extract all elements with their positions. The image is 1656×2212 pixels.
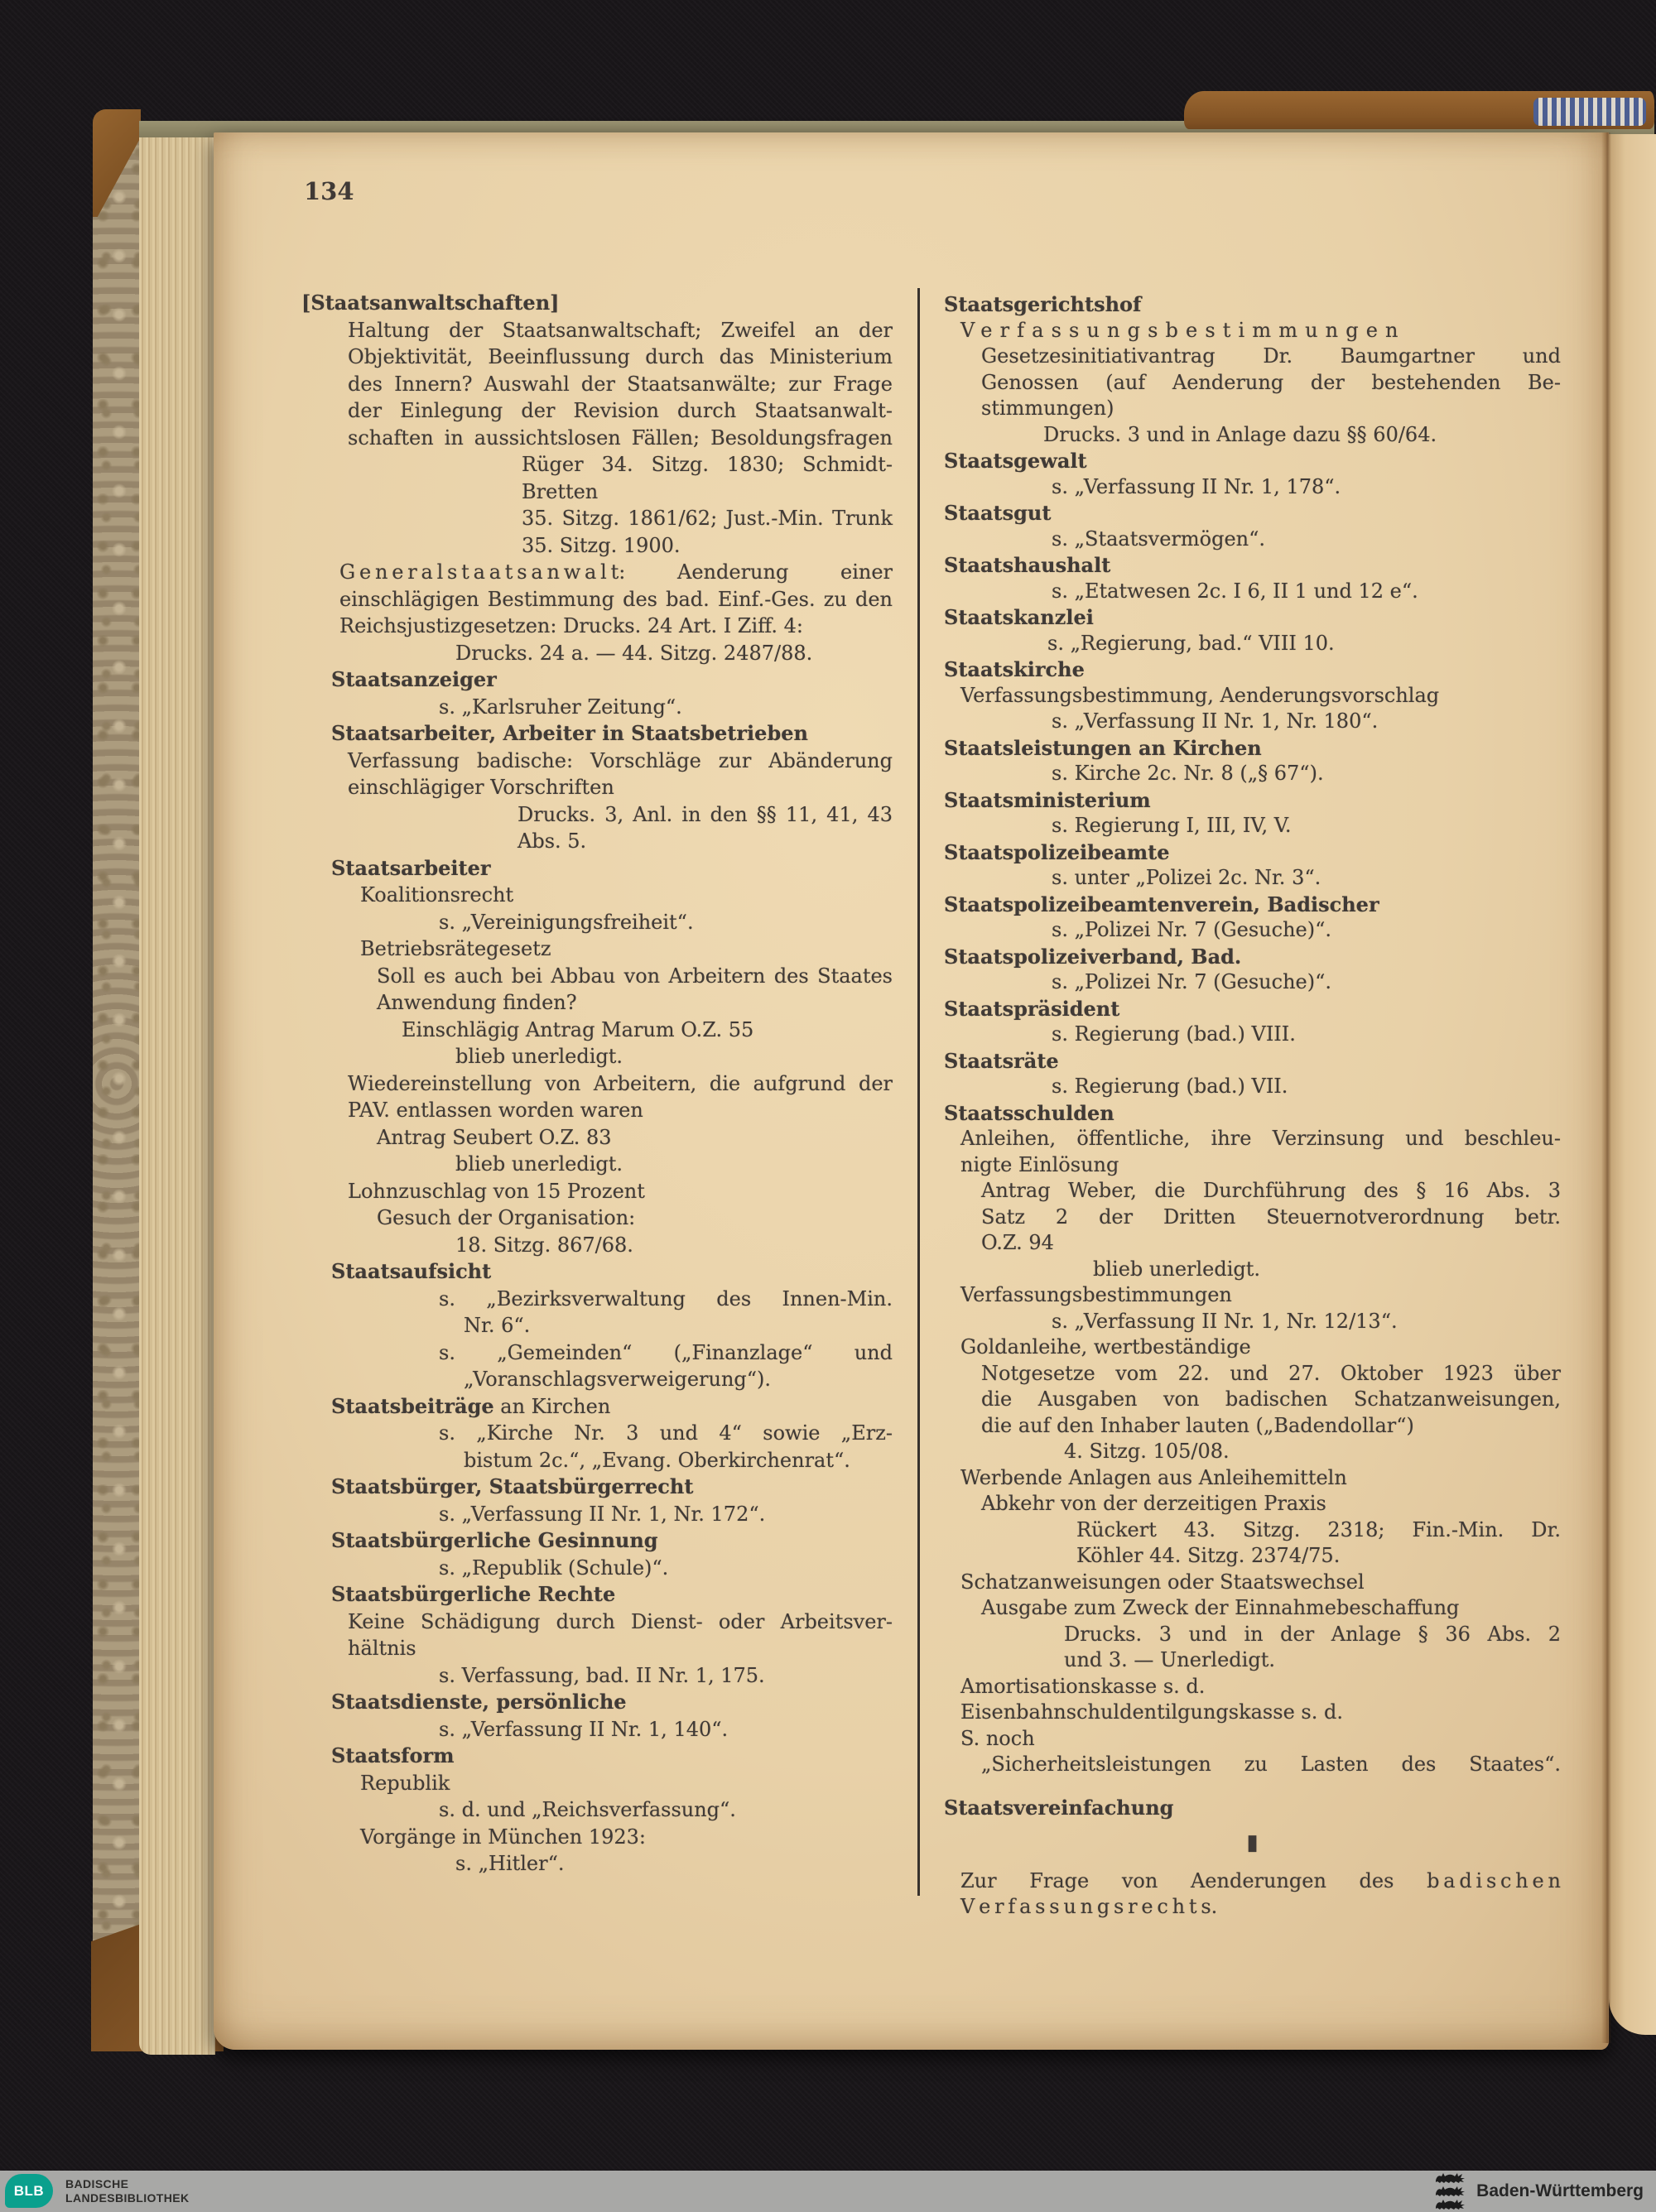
index-line: Staatshaushalt (944, 553, 1111, 577)
index-line: Verfassung badische: Vorschläge zur Abänderung (348, 748, 893, 772)
viewer-footer-bar (0, 2171, 1656, 2212)
index-line: s. „Polizei Nr. 7 (Gesuche)“. (1052, 918, 1332, 941)
index-line: und 3. — Unerledigt. (1064, 1648, 1275, 1671)
index-line: Staatsgerichtshof (944, 292, 1142, 316)
index-line: Schatzanweisungen oder Staatswechsel (960, 1570, 1365, 1594)
page-number: 134 (304, 177, 354, 205)
index-line: Eisenbahnschuldentilgungskasse s. d. (960, 1700, 1343, 1724)
index-line: O.Z. 94 (981, 1231, 1054, 1254)
blb-logo-text: BLB (13, 2182, 45, 2199)
index-line: s. „Gemeinden“ („Finanzlage“ und (439, 1340, 893, 1364)
gutter-fold-shadow (1601, 132, 1611, 2043)
index-line: 35. Sitzg. 1861/62; Just.-Min. Trunk (522, 507, 893, 530)
index-line: Staatspolizeibeamte (944, 839, 1170, 864)
index-line: s. „Verfassung II Nr. 1, Nr. 12/13“. (1052, 1309, 1398, 1333)
index-line: s. Regierung (bad.) VII. (1052, 1075, 1288, 1098)
index-line: Staatsarbeiter (331, 855, 491, 880)
library-branding (5, 2174, 190, 2208)
index-line: Staatsschulden (944, 1100, 1114, 1125)
index-line: der Einlegung der Revision durch Staatsanwalt- (348, 399, 893, 422)
column-divider-rule (917, 288, 920, 1896)
index-line: Verfassungsbestimmungen (960, 1283, 1232, 1306)
index-line: s. „Regierung, bad.“ VIII 10. (1047, 631, 1335, 655)
index-line: Rückert 43. Sitzg. 2318; Fin.-Min. Dr. (1076, 1517, 1561, 1541)
index-line: schaften in aussichtslosen Fällen; Besoldungsfragen (348, 426, 893, 450)
index-line: Wiedereinstellung von Arbeitern, die aufgrund der (348, 1071, 893, 1095)
index-line: Genossen (auf Aenderung der bestehenden Be- (981, 370, 1561, 394)
index-line: Staatsgewalt (944, 449, 1087, 473)
library-name-line1: BADISCHE (65, 2176, 129, 2190)
index-line: die auf den Inhaber lauten („Badendollar“) (981, 1413, 1414, 1437)
index-line: stimmungen) (981, 397, 1114, 420)
index-line: einschlägigen Bestimmung des bad. Einf.-Ges. zu den (339, 587, 893, 611)
index-line: Staatskanzlei (944, 605, 1094, 629)
index-line: Reichsjustizgesetzen: Drucks. 24 Art. I Ziff. 4: (339, 614, 803, 637)
index-line: s. unter „Polizei 2c. Nr. 3“. (1052, 866, 1321, 889)
index-line: Staatspolizeibeamtenverein, Badischer (944, 892, 1379, 916)
index-line: s. „Vereinigungsfreiheit“. (439, 910, 694, 934)
index-line: Soll es auch bei Abbau von Arbeitern des Staates (377, 964, 893, 988)
index-line: Abkehr von der derzeitigen Praxis (981, 1492, 1326, 1515)
index-line: s. Regierung I, III, IV, V. (1052, 814, 1292, 837)
index-line: s. Regierung (bad.) VIII. (1052, 1022, 1296, 1046)
index-line: s. „Karlsruher Zeitung“. (439, 695, 682, 719)
index-line: Vorgänge in München 1923: (360, 1825, 646, 1849)
index-line: einschlägiger Vorschriften (348, 776, 614, 799)
index-line: V e r f a s s u n g s r e c h t s. (960, 1895, 1218, 1918)
index-line: Drucks. 24 a. — 44. Sitzg. 2487/88. (455, 641, 813, 665)
index-line: Staatsbürgerliche Rechte (331, 1582, 616, 1606)
index-column-right (944, 291, 1561, 1921)
library-name-line2: LANDESBIBLIOTHEK (65, 2190, 190, 2205)
state-branding (1433, 2172, 1644, 2210)
index-line: „Voranschlagsverweigerung“). (464, 1368, 772, 1391)
index-line: s. „Republik (Schule)“. (439, 1556, 669, 1580)
index-line: s. „Verfassung II Nr. 1, Nr. 180“. (1052, 709, 1379, 733)
library-name (65, 2177, 190, 2205)
index-line: s. „Staatsvermögen“. (1052, 527, 1266, 551)
index-line: Rüger 34. Sitzg. 1830; Schmidt-Bretten (522, 453, 893, 503)
index-line: Staatsarbeiter, Arbeiter in Staatsbetrieben (331, 721, 808, 745)
index-line: Staatskirche (944, 657, 1085, 681)
index-line: des Innern? Auswahl der Staatsanwälte; zur Frage (348, 372, 893, 396)
index-line: 4. Sitzg. 105/08. (1064, 1440, 1230, 1463)
index-line: Keine Schädigung durch Dienst- oder Arbeitsver- (348, 1609, 893, 1633)
index-line: 18. Sitzg. 867/68. (455, 1233, 633, 1257)
index-line: Zur Frage von Aenderungen des b a d i s c h e n (960, 1868, 1561, 1892)
index-line: s. „Bezirksverwaltung des Innen-Min. (439, 1286, 893, 1310)
index-line: Staatsgut (944, 501, 1052, 525)
index-line: s. „Etatwesen 2c. I 6, II 1 und 12 e“. (1052, 579, 1418, 603)
coat-of-arms-icon (1433, 2172, 1466, 2210)
index-line: s. d. und „Reichsverfassung“. (439, 1798, 736, 1821)
index-line: Staatsform (331, 1743, 455, 1767)
facing-page-sliver (1609, 134, 1656, 2035)
index-line: Gesuch der Organisation: (377, 1206, 636, 1229)
index-line: die Ausgaben von badischen Schatzanweisungen, (981, 1387, 1561, 1411)
index-line: Staatsbürgerliche Gesinnung (331, 1528, 658, 1552)
state-name: Baden-Württemberg (1476, 2181, 1644, 2200)
index-line: bistum 2c.“, „Evang. Oberkirchenrat“. (464, 1448, 850, 1472)
index-line: s. Verfassung, bad. II Nr. 1, 175. (439, 1663, 765, 1687)
index-line: Notgesetze vom 22. und 27. Oktober 1923 über (981, 1361, 1561, 1385)
index-line: hältnis (348, 1637, 416, 1660)
index-line: Verfassungsbestimmungen (960, 318, 1406, 342)
index-line: Antrag Seubert O.Z. 83 (377, 1125, 612, 1149)
index-line: s. „Polizei Nr. 7 (Gesuche)“. (1052, 970, 1332, 993)
index-line: Staatspolizeiverband, Bad. (944, 944, 1242, 969)
index-line: s. „Hitler“. (455, 1852, 565, 1875)
index-line: Werbende Anlagen aus Anleihemitteln (960, 1465, 1347, 1489)
index-line: Gesetzesinitiativantrag Dr. Baumgartner und (981, 344, 1561, 368)
index-line: Staatsdienste, persönliche (331, 1690, 627, 1714)
index-line: s. „Verfassung II Nr. 1, 140“. (439, 1717, 729, 1741)
index-line: Drucks. 3, Anl. in den §§ 11, 41, 43 (518, 802, 893, 826)
index-line: Lohnzuschlag von 15 Prozent (348, 1179, 645, 1203)
index-line: Staatsvereinfachung (944, 1795, 1174, 1820)
index-line: [Staatsanwaltschaften] (301, 291, 560, 315)
index-line: Betriebsrätegesetz (360, 937, 551, 960)
index-line: Staatsministerium (944, 787, 1151, 812)
book-cover-marbled-edge (93, 116, 141, 2051)
index-line: Antrag Weber, die Durchführung des § 16 Abs. 3 (981, 1179, 1561, 1202)
index-line: 35. Sitzg. 1900. (522, 533, 681, 557)
index-line: Nr. 6“. (464, 1314, 531, 1337)
index-line: Staatsräte (944, 1048, 1059, 1073)
index-line: Goldanleihe, wertbeständige (960, 1335, 1251, 1358)
index-line: Staatsbeiträge an Kirchen (331, 1393, 611, 1418)
index-line: Satz 2 der Dritten Steuernotverordnung betr. (981, 1205, 1561, 1229)
index-line: Koalitionsrecht (360, 883, 514, 906)
blb-logo-icon (5, 2174, 53, 2208)
index-line: Staatsanzeiger (331, 667, 497, 691)
index-line: Staatspräsident (944, 996, 1120, 1021)
index-line: Haltung der Staatsanwaltschaft; Zweifel an der (348, 318, 893, 342)
index-line: s. „Verfassung II Nr. 1, 178“. (1052, 474, 1341, 498)
index-line: s. „Kirche Nr. 3 und 4“ sowie „Erz- (439, 1421, 893, 1445)
index-line: blieb unerledigt. (1093, 1257, 1261, 1281)
index-line: Einschlägig Antrag Marum O.Z. 55 (402, 1017, 754, 1041)
index-line: Staatsleistungen an Kirchen (944, 735, 1262, 760)
index-line: Objektivität, Beeinflussung durch das Ministerium (348, 345, 893, 368)
index-line: S. noch (960, 1726, 1035, 1750)
index-column-left (301, 290, 893, 1878)
index-line: PAV. entlassen worden waren (348, 1099, 643, 1122)
index-line: blieb unerledigt. (455, 1152, 623, 1176)
index-line: Köhler 44. Sitzg. 2374/75. (1076, 1544, 1341, 1567)
index-line: nigte Einlösung (960, 1152, 1119, 1176)
index-line: s. „Verfassung II Nr. 1, Nr. 172“. (439, 1502, 766, 1526)
index-line: Republik (360, 1771, 450, 1795)
index-line: Staatsaufsicht (331, 1259, 492, 1283)
index-line: Drucks. 3 und in der Anlage § 36 Abs. 2 (1064, 1622, 1561, 1646)
index-line: Ausgabe zum Zweck der Einnahmebeschaffung (981, 1596, 1460, 1619)
index-line: G e n e r a l s t a a t s a n w a l t: Aenderung einer (339, 560, 893, 584)
index-line: „Sicherheitsleistungen zu Lasten des Staates“. (981, 1753, 1561, 1776)
index-line: Abs. 5. (518, 830, 587, 853)
index-line: ▮ (1246, 1830, 1259, 1855)
index-line: blieb unerledigt. (455, 1045, 623, 1068)
index-line: Drucks. 3 und in Anlage dazu §§ 60/64. (1043, 422, 1437, 446)
book-headband (1533, 98, 1646, 126)
index-line: Amortisationskasse s. d. (960, 1674, 1206, 1698)
index-line: Anwendung finden? (377, 991, 577, 1014)
index-line: Staatsbürger, Staatsbürgerrecht (331, 1474, 694, 1498)
page-stack-edge (139, 124, 215, 2055)
index-line: s. Kirche 2c. Nr. 8 („§ 67“). (1052, 762, 1324, 785)
index-line: Anleihen, öffentliche, ihre Verzinsung und beschleu- (960, 1127, 1561, 1150)
index-line: Verfassungsbestimmung, Aenderungsvorschlag (960, 683, 1440, 707)
